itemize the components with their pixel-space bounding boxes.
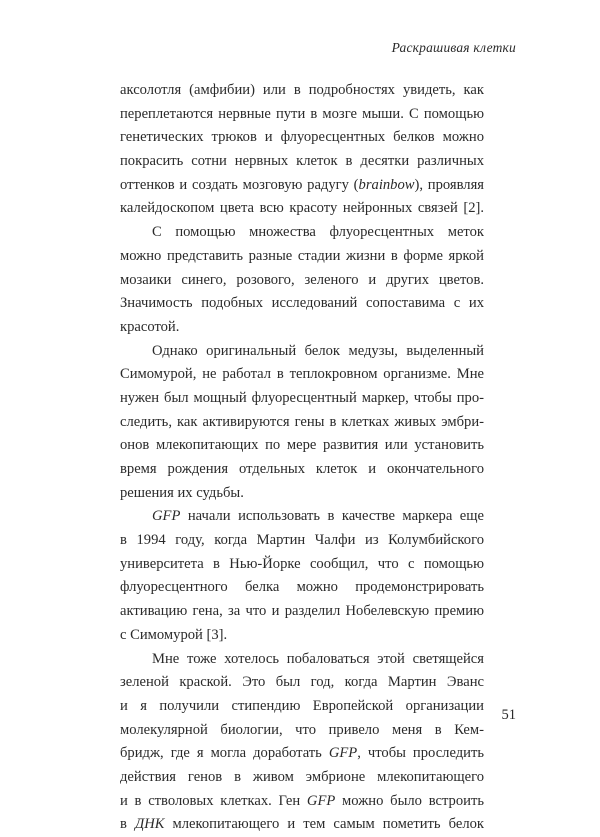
text-line [120, 458, 484, 482]
text-run: начали использовать в качестве маркера еще [180, 508, 484, 525]
text-line [120, 695, 484, 719]
text-run: флуоресцентного белка можно продемонстрировать [120, 579, 484, 596]
text-line [120, 411, 484, 435]
text-line [120, 197, 484, 221]
text-line [120, 505, 484, 529]
text-line [120, 316, 484, 340]
text-line [120, 245, 484, 269]
text-run: С помощью множества флуоресцентных меток [152, 224, 484, 241]
text-run: аксолотля (амфибии) или в подробностях увидеть, как [120, 82, 484, 98]
text-line [120, 576, 484, 600]
text-line [120, 813, 484, 837]
text-run: онов млекопитающих по мере развития или установить [120, 437, 484, 454]
text-line [120, 648, 484, 672]
text-line [120, 269, 484, 293]
italic-term: GFP [328, 745, 358, 762]
text-line [120, 150, 484, 174]
text-line [120, 790, 484, 814]
text-run: университета в Нью-Йорке сообщил, что с помощью [120, 555, 484, 572]
text-line [120, 434, 484, 458]
text-run: нужен был мощный флуоресцентный маркер, чтобы про- [120, 389, 484, 406]
text-line [120, 624, 484, 648]
text-run: покрасить сотни нервных клеток в десятки различных [120, 153, 484, 170]
text-run: оттенков и создать мозговую радугу ( [120, 176, 359, 193]
text-line [120, 79, 484, 103]
text-run: время рождения отдельных клеток и окончательного [120, 461, 484, 477]
body-text [120, 79, 484, 837]
text-line [120, 600, 484, 624]
text-line [120, 719, 484, 743]
italic-term: GFP [152, 508, 181, 525]
text-line [120, 766, 484, 790]
page-number: 51 [501, 707, 516, 723]
text-run: Значимость подобных исследований сопоставима с их [120, 295, 484, 312]
text-run: и я получили стипендию Европейской организации [120, 697, 484, 714]
text-line [120, 221, 484, 245]
text-run: можно было встроить [335, 792, 484, 809]
text-run: решения их судьбы. [120, 484, 244, 501]
text-run: Однако оригинальный белок медузы, выделенный [152, 342, 484, 359]
text-run: ), проявляя [414, 176, 485, 193]
running-head: Раскрашивая клетки [391, 40, 516, 55]
text-run: переплетаются нервные пути в мозге мыши. С помощью [120, 105, 484, 122]
text-run: можно представить разные стадии жизни в форме яркой [120, 247, 484, 264]
text-run: действия генов в живом эмбрионе млекопитающего [120, 768, 484, 785]
text-run: с Симомурой [3]. [120, 626, 228, 643]
text-line [120, 742, 484, 766]
text-run: и в стволовых клетках. Ген [120, 792, 307, 809]
text-run: зеленой краской. Это был год, когда Мартин Эванс [120, 674, 484, 691]
text-run: млекопитающего и тем самым пометить белок [164, 816, 484, 833]
text-line [120, 482, 484, 506]
text-line [120, 126, 484, 150]
text-run: молекулярной биологии, что привело меня в Кем- [120, 721, 484, 738]
italic-term: GFP [306, 792, 336, 809]
text-line [120, 363, 484, 387]
text-run: бридж, где я могла доработать [120, 745, 329, 762]
text-line [120, 529, 484, 553]
text-line [120, 387, 484, 411]
text-run: следить, как активируются гены в клетках живых эмбри- [120, 413, 484, 430]
text-run: Мне тоже хотелось побаловаться этой светящейся [152, 650, 484, 667]
text-run: в [120, 816, 135, 833]
text-run: генетических трюков и флуоресцентных белков можно [120, 129, 484, 146]
text-run: , чтобы проследить [357, 745, 485, 762]
text-run: красотой. [120, 318, 180, 335]
text-run: в 1994 году, когда Мартин Чалфи из Колумбийского [120, 532, 484, 549]
text-run: калейдоскопом цвета всю красоту нейронных связей [2]. [120, 200, 484, 217]
text-line [120, 103, 484, 127]
text-run: активацию гена, за что и разделил Нобелевскую премию [120, 603, 484, 620]
text-line [120, 292, 484, 316]
text-line [120, 174, 484, 198]
text-run: мозаики синего, розового, зеленого и других цветов. [120, 271, 484, 288]
text-line [120, 340, 484, 364]
text-run: Симомурой, не работал в теплокровном организме. Мне [120, 366, 484, 383]
text-line [120, 553, 484, 577]
text-line [120, 671, 484, 695]
italic-term: brainbow [358, 176, 415, 193]
italic-term: ДНК [134, 816, 165, 833]
